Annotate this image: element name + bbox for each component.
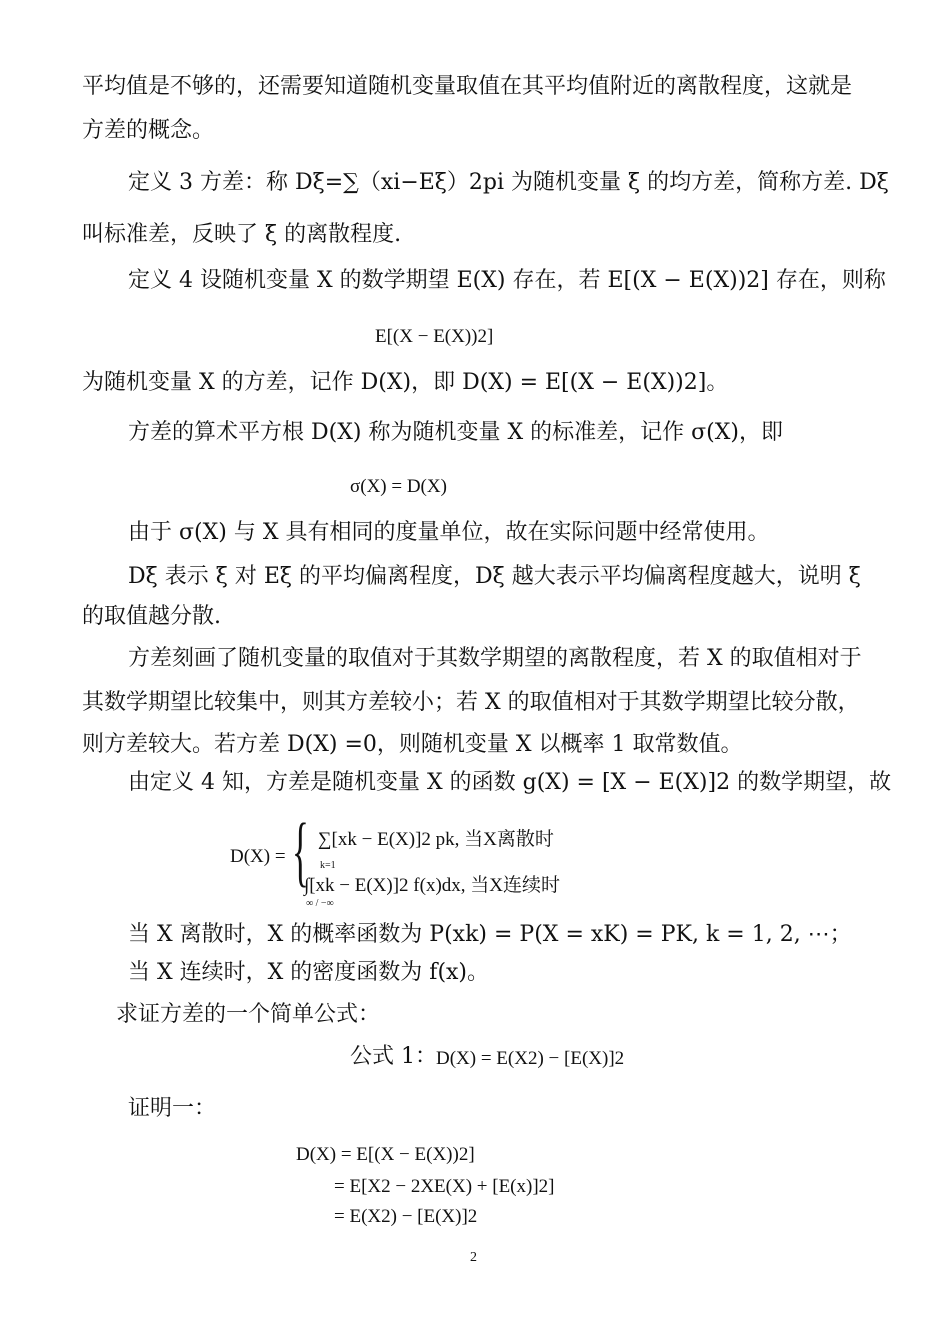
definition-4-line: 定义 4 设随机变量 X 的数学期望 E(X) 存在，若 E[(X − E(X))2] 存在，则称 (128, 268, 886, 293)
definition-4-line: 为随机变量 X 的方差，记作 D(X)，即 D(X) = E[(X − E(X))2]。 (82, 370, 729, 395)
definition-3-line: 叫标准差，反映了 ξ 的离散程度. (82, 222, 402, 247)
piecewise-case-continuous: ∫[xk − E(X)]2 f(x)dx, 当X连续时 (304, 875, 561, 896)
paragraph-line: 由定义 4 知，方差是随机变量 X 的函数 g(X) = [X − E(X)]2 的数学期望，故 (128, 770, 892, 795)
integral-limits: ∞ / −∞ (306, 898, 334, 909)
paragraph-line: 其数学期望比较集中，则其方差较小；若 X 的取值相对于其数学期望比较分散， (82, 690, 860, 715)
page-number: 2 (470, 1250, 477, 1265)
paragraph-line: 当 X 离散时，X 的概率函数为 P(xk) = P(X = xK) = PK, k = 1, 2, ⋯； (128, 922, 852, 947)
sum-index: k=1 (320, 860, 336, 871)
definition-3-line: 定义 3 方差：称 Dξ=∑（xi−Eξ）2pi 为随机变量 ξ 的均方差，简称方差. Dξ (128, 170, 889, 195)
piecewise-lhs: D(X) = (230, 846, 286, 867)
proof-title: 证明一： (128, 1096, 217, 1121)
piecewise-brace: { (292, 807, 309, 894)
paragraph-line: 平均值是不够的，还需要知道随机变量取值在其平均值附近的离散程度，这就是 (82, 74, 853, 99)
proof-step: = E(X2) − [E(X)]2 (334, 1206, 478, 1227)
formula-1: D(X) = E(X2) − [E(X)]2 (436, 1048, 625, 1069)
paragraph-line: 方差刻画了随机变量的取值对于其数学期望的离散程度，若 X 的取值相对于 (128, 646, 862, 671)
paragraph-line: 当 X 连续时，X 的密度函数为 f(x)。 (128, 960, 490, 985)
proof-step: D(X) = E[(X − E(X))2] (296, 1144, 475, 1165)
paragraph-line: 的取值越分散. (82, 604, 221, 629)
formula-1-label: 公式 1： (350, 1044, 437, 1069)
paragraph-line: 求证方差的一个简单公式： (116, 1002, 381, 1027)
paragraph-line: Dξ 表示 ξ 对 Eξ 的平均偏离程度，Dξ 越大表示平均偏离程度越大，说明 ξ (128, 564, 861, 589)
std-dev-formula: σ(X) = D(X) (350, 476, 447, 497)
proof-step: = E[X2 − 2XE(X) + [E(x)]2] (334, 1176, 555, 1197)
std-dev-line: 方差的算术平方根 D(X) 称为随机变量 X 的标准差，记作 σ(X)，即 (128, 420, 783, 445)
piecewise-case-discrete: ∑[xk − E(X)]2 pk, 当X离散时 (318, 829, 554, 850)
paragraph-line: 则方差较大。若方差 D(X) =0，则随机变量 X 以概率 1 取常数值。 (82, 732, 743, 757)
paragraph-line: 方差的概念。 (82, 118, 215, 143)
definition-4-formula: E[(X − E(X))2] (375, 326, 494, 347)
paragraph-line: 由于 σ(X) 与 X 具有相同的度量单位，故在实际问题中经常使用。 (128, 520, 770, 545)
